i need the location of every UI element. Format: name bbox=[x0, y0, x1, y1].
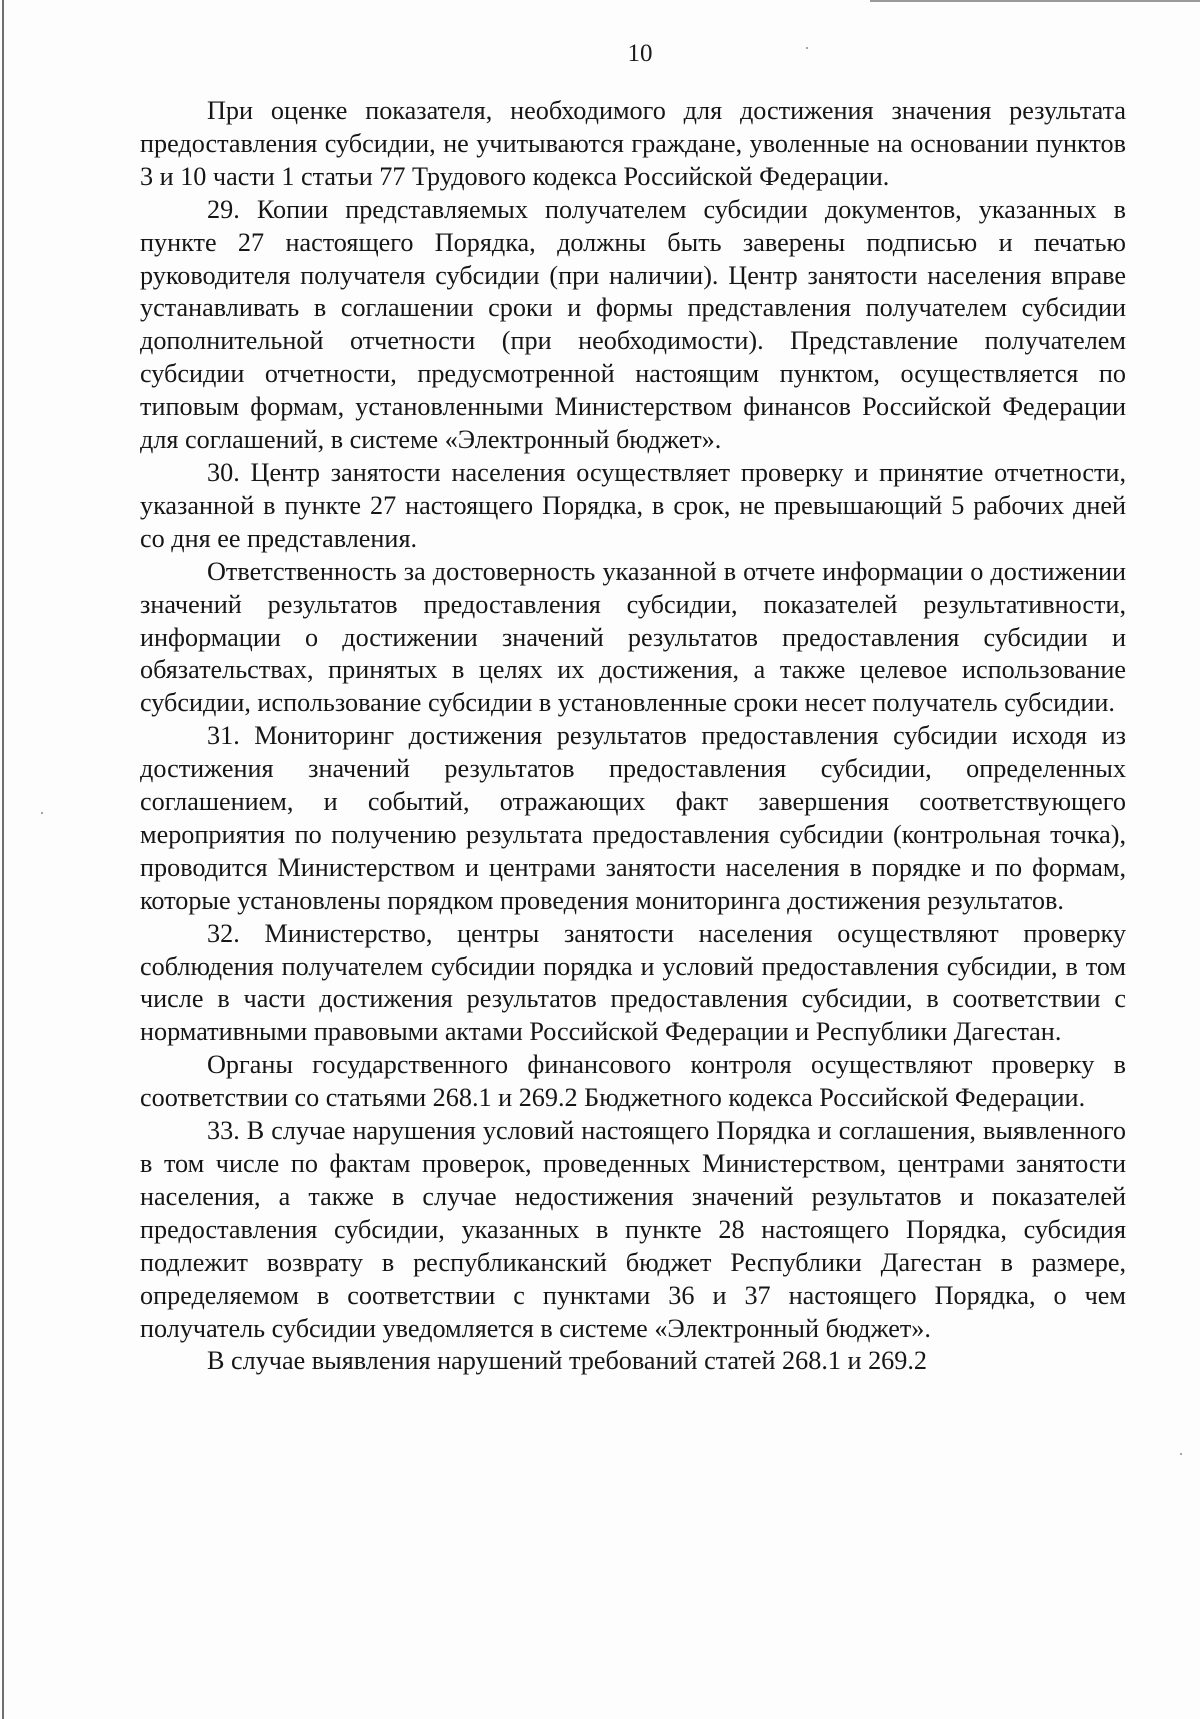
paragraph-violations: В случае выявления нарушений требований статей 268.1 и 269.2 bbox=[207, 1346, 928, 1376]
paragraph-evaluation-note: При оценке показателя, необходимого для достижения значения результата предоставления субсидии, не учитываются граждане, уволенные на основании пунктов 3 и 10 части 1 статьи 77 Трудового кодекса Российской Федерации. bbox=[140, 96, 1126, 191]
scan-edge-left bbox=[2, 0, 4, 1719]
scan-speck bbox=[41, 812, 43, 814]
scan-edge-top bbox=[870, 0, 1200, 2]
scan-speck bbox=[1180, 1453, 1182, 1455]
paragraph-item-32: 32. Министерство, центры занятости населения осуществляют проверку соблюдения получателем субсидии порядка и условий предоставления субсидии, в том числе в части достижения результатов предоставления субсидии, в соответствии с нормативными правовыми актами Российской Федерации и Республики Дагестан. bbox=[140, 918, 1126, 1047]
paragraph-financial-control: Органы государственного финансового контроля осуществляют проверку в соответствии со статьями 268.1 и 269.2 Бюджетного кодекса Российской Федерации. bbox=[140, 1050, 1126, 1113]
page-number: 10 bbox=[627, 40, 653, 67]
paragraph-item-30: 30. Центр занятости населения осуществляет проверку и принятие отчетности, указанной в пункте 27 настоящего Порядка, в срок, не превышающий 5 рабочих дней со дня ее представления. bbox=[140, 457, 1126, 553]
paragraph-item-29: 29. Копии представляемых получателем субсидии документов, указанных в пункте 27 настоящего Порядка, должны быть заверены подписью и печатью руководителя получателя субсидии (при наличии). Центр занятости населения вправе устанавливать в соглашении сроки и формы представления получателем субсидии дополнительной отчетности (при необходимости). Представление получателем субсидии отчетности, предусмотренной настоящим пунктом, осуществляется по типовым формам, установленными Министерством финансов Российской Федерации для соглашений, в системе «Электронный бюджет». bbox=[140, 194, 1126, 455]
document-body bbox=[140, 95, 1126, 1378]
paragraph-responsibility: Ответственность за достоверность указанной в отчете информации о достижении значений результатов предоставления субсидии, показателей результативности, информации о достижении значений результатов предоставления субсидии и обязательствах, принятых в целях их достижения, а также целевое использование субсидии, использование субсидии в установленные сроки несет получатель субсидии. bbox=[140, 556, 1126, 718]
paragraph-item-33: 33. В случае нарушения условий настоящего Порядка и соглашения, выявленного в том числе по фактам проверок, проведенных Министерством, центрами занятости населения, а также в случае недостижения значений результатов и показателей предоставления субсидии, указанных в пункте 28 настоящего Порядка, субсидия подлежит возврату в республиканский бюджет Республики Дагестан в размере, определяемом в соответствии с пунктами 36 и 37 настоящего Порядка, о чем получатель субсидии уведомляется в системе «Электронный бюджет». bbox=[140, 1116, 1126, 1343]
paragraph-item-31: 31. Мониторинг достижения результатов предоставления субсидии исходя из достижения значений результатов предоставления субсидии, определенных соглашением, и событий, отражающих факт завершения соответствующего мероприятия по получению результата предоставления субсидии (контрольная точка), проводится Министерством и центрами занятости населения в порядке и по формам, которые установлены порядком проведения мониторинга достижения результатов. bbox=[140, 721, 1126, 915]
